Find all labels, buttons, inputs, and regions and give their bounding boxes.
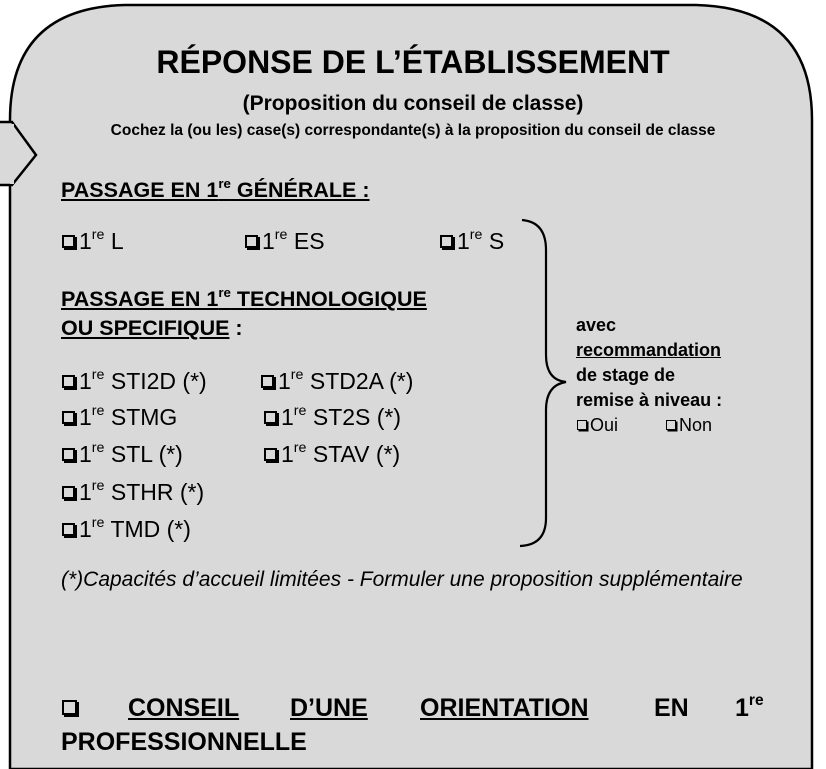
option-1re-stl[interactable]: 1re STL (*): [62, 441, 183, 468]
checkbox-icon[interactable]: [62, 448, 75, 461]
option-1re-s[interactable]: 1re S: [440, 228, 504, 255]
option-1re-es[interactable]: 1re ES: [245, 228, 325, 255]
techno-heading-line2: OU SPECIFIQUE :: [61, 316, 243, 340]
capacity-note: (*)Capacités d’accueil limitées - Formuler une proposition supplémentaire: [61, 568, 743, 591]
checkbox-icon[interactable]: [245, 235, 258, 248]
option-non[interactable]: Non: [666, 415, 712, 436]
techno-heading: PASSAGE EN 1re TECHNOLOGIQUE: [61, 284, 427, 311]
recommendation-line2: recommandation: [576, 340, 722, 360]
option-1re-sti2d[interactable]: 1re STI2D (*): [62, 368, 207, 395]
checkbox-icon[interactable]: [62, 486, 75, 499]
checkbox-icon[interactable]: [264, 448, 277, 461]
option-1re-l[interactable]: 1re L: [62, 228, 124, 255]
checkbox-icon[interactable]: [440, 235, 453, 248]
checkbox-icon[interactable]: [264, 411, 277, 424]
option-1re-st2s[interactable]: 1re ST2S (*): [264, 404, 401, 431]
checkbox-icon[interactable]: [261, 375, 274, 388]
option-1re-sthr[interactable]: 1re STHR (*): [62, 479, 204, 506]
option-1re-stmg[interactable]: 1re STMG: [62, 404, 177, 431]
option-1re-tmd[interactable]: 1re TMD (*): [62, 516, 191, 543]
option-oui[interactable]: Oui: [577, 415, 618, 436]
professional-line2: PROFESSIONNELLE: [61, 728, 307, 756]
checkbox-icon[interactable]: [577, 420, 587, 430]
generale-heading: PASSAGE EN 1re GÉNÉRALE :: [61, 175, 370, 202]
checkbox-icon[interactable]: [666, 420, 676, 430]
checkbox-icon[interactable]: [62, 523, 75, 536]
option-conseil-professionnel[interactable]: CONSEIL D’UNE ORIENTATION EN 1re: [62, 694, 768, 723]
page-subtitle: (Proposition du conseil de classe): [242, 92, 584, 115]
recommendation-block: [576, 313, 722, 413]
recommendation-line3: de stage de: [576, 365, 676, 385]
option-1re-std2a[interactable]: 1re STD2A (*): [261, 368, 413, 395]
checkbox-icon[interactable]: [62, 700, 77, 715]
instruction-text: Cochez la (ou les) case(s) correspondante(s) à la proposition du conseil de classe: [110, 122, 716, 139]
recommendation-line4: remise à niveau :: [576, 390, 723, 410]
recommendation-line1: avec: [576, 315, 617, 335]
checkbox-icon[interactable]: [62, 235, 75, 248]
option-1re-stav[interactable]: 1re STAV (*): [264, 441, 400, 468]
checkbox-icon[interactable]: [62, 375, 75, 388]
checkbox-icon[interactable]: [62, 411, 75, 424]
page-title: RÉPONSE DE L’ÉTABLISSEMENT: [156, 44, 670, 80]
